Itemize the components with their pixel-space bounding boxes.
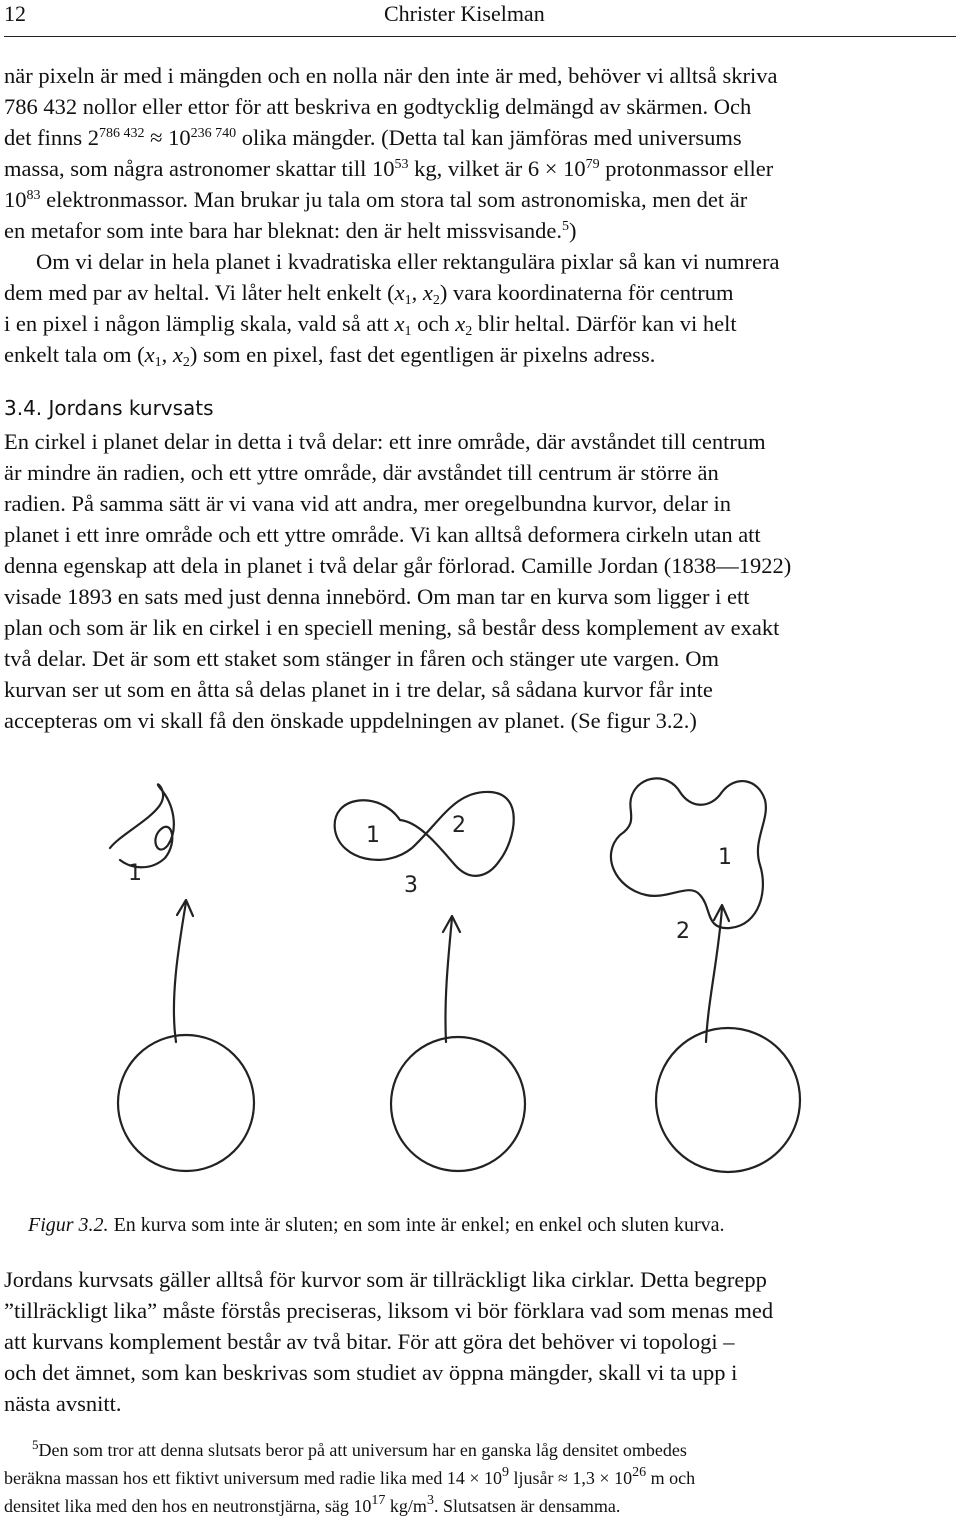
text-line: plan och som är lik en cirkel i en speciell mening, så består dess komplement av exakt xyxy=(4,615,780,640)
paragraph-1 xyxy=(4,60,956,246)
arrow-shaft xyxy=(706,908,722,1042)
text-line: att kurvans komplement består av två bitar. För att göra det behöver vi topologi – xyxy=(4,1329,735,1354)
text-line: enkelt tala om ($x_1$, $x_2$) som en pixel, fast det egentligen är pixelns adress. xyxy=(4,342,656,370)
circle xyxy=(391,1037,525,1171)
header-rule xyxy=(4,36,956,37)
text-line: två delar. Det är som ett staket som stänger in fåren och stänger ute vargen. Om xyxy=(4,646,719,671)
text-line: visade 1893 en sats med just denna innebörd. Om man tar en kurva som ligger i ett xyxy=(4,584,750,609)
footnote xyxy=(4,1436,956,1520)
paragraph-4 xyxy=(4,1264,956,1419)
open-curve xyxy=(110,784,174,867)
text-line: radien. På samma sätt är vi vana vid att andra, mer oregelbundna kurvor, delar in xyxy=(4,491,731,516)
text-line: 786 432 nollor eller ettor för att beskriva en godtycklig delmängd av skärmen. Och xyxy=(4,94,752,119)
section-heading: 3.4. Jordans kurvsats xyxy=(4,396,214,420)
region-label: 2 xyxy=(452,813,466,838)
blob-curve xyxy=(611,778,766,928)
text-line: kurvan ser ut som en åtta så delas planet in i tre delar, så sådana kurvor får inte xyxy=(4,677,713,702)
circle xyxy=(118,1035,254,1171)
circle xyxy=(656,1028,800,1172)
region-label: 3 xyxy=(404,873,418,898)
footnote-line: densitet lika med den hos en neutronstjärna, säg $10^{17}$ $kg/m^3$. Slutsatsen är densamma. xyxy=(4,1493,621,1516)
region-label: 2 xyxy=(676,919,690,944)
footnote-ref: 5 xyxy=(561,219,569,234)
text-line: En cirkel i planet delar in detta i två delar: ett inre område, där avståndet till centrum xyxy=(4,429,766,454)
page-number: 12 xyxy=(4,1,26,26)
footnote-line: beräkna massan hos ett fiktivt universum med radie lika med $14 \times 10^9$ ljusår ≈ $1,3 \times 10^{26}$ m och xyxy=(4,1465,696,1488)
region-label: 1 xyxy=(366,823,380,848)
figure-caption xyxy=(28,1212,725,1238)
caption-text: En kurva som inte är sluten; en som inte är enkel; en enkel och sluten kurva. xyxy=(108,1214,725,1236)
page-header xyxy=(4,0,956,30)
text-line: dem med par av heltal. Vi låter helt enkelt ($x_1$, $x_2$) vara koordinaterna för centrum xyxy=(4,280,734,308)
text-line: när pixeln är med i mängden och en nolla när den inte är med, behöver vi alltså skriva xyxy=(4,63,778,88)
region-label: 1 xyxy=(718,845,732,870)
paragraph-2 xyxy=(4,246,956,370)
region-label: 1 xyxy=(128,861,142,886)
arrow-shaft xyxy=(445,918,452,1042)
footnote-line: $^5$Den som tror att denna slutsats beror på att universum har en ganska låg densitet ombedes xyxy=(32,1437,687,1460)
figure-eight-curve xyxy=(335,792,514,876)
paragraph-3 xyxy=(4,426,956,736)
text-line: i en pixel i någon lämplig skala, vald så att $x_1$ och $x_2$ blir heltal. Därför kan vi helt xyxy=(4,311,737,339)
text-line: en metafor som inte bara har bleknat: den är helt missvisande.$^5$) xyxy=(4,218,577,243)
text-line: ”tillräckligt lika” måste förstås preciseras, liksom vi bör förklara vad som menas med xyxy=(4,1298,774,1323)
text-line: och det ämnet, som kan beskrivas som studiet av öppna mängder, skall vi ta upp i xyxy=(4,1360,738,1385)
text-line: $10^{83}$ elektronmassor. Man brukar ju tala om stora tal som astronomiska, men det är xyxy=(4,187,748,212)
text-line: det finns $2^{786 432} \approx 10^{236 740}$ olika mängder. (Detta tal kan jämföras med universums xyxy=(4,125,742,150)
text-line: Om vi delar in hela planet i kvadratiska eller rektangulära pixlar så kan vi numrera xyxy=(36,249,780,274)
text-line: accepteras om vi skall få den önskade uppdelningen av planet. (Se figur 3.2.) xyxy=(4,708,697,733)
text-line: Jordans kurvsats gäller alltså för kurvor som är tillräckligt lika cirklar. Detta begrepp xyxy=(4,1267,767,1292)
text-line: nästa avsnitt. xyxy=(4,1391,122,1416)
text-line: planet i ett inre område och ett yttre område. Vi kan alltså deformera cirkeln utan att xyxy=(4,522,761,547)
text-line: är mindre än radien, och ett yttre område, där avståndet till centrum är större än xyxy=(4,460,719,485)
arrow-shaft xyxy=(174,902,186,1042)
caption-label: Figur 3.2. xyxy=(28,1214,109,1236)
running-head-author: Christer Kiselman xyxy=(384,1,545,26)
text-line: massa, som några astronomer skattar till $10^{53}$ kg, vilket är $6 \times 10^{79}$ protonmassor eller xyxy=(4,156,774,181)
figure-curves xyxy=(0,760,960,1200)
text-line: denna egenskap att dela in planet i två delar går förlorad. Camille Jordan (1838—1922) xyxy=(4,553,792,578)
